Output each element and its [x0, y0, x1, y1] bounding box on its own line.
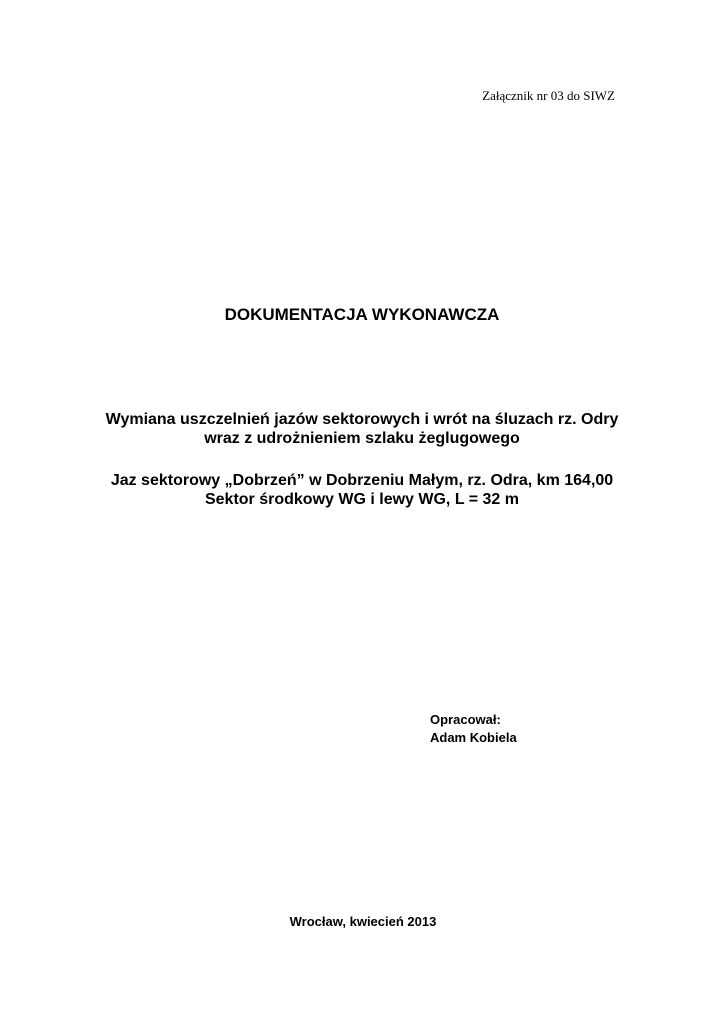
author-name: Adam Kobiela [430, 730, 517, 745]
object-line-2: Sektor środkowy WG i lewy WG, L = 32 m [204, 491, 519, 508]
subject-line-1: Wymiana uszczelnień jazów sektorowych i wrót na śluzach rz. Odry [105, 411, 619, 428]
annex-label: Załącznik nr 03 do SIWZ [482, 88, 615, 103]
place-date: Wrocław, kwiecień 2013 [289, 914, 437, 929]
author-label: Opracował: [430, 712, 501, 727]
object-block [0, 471, 724, 509]
object-line-1: Jaz sektorowy „Dobrzeń” w Dobrzeniu Małym, rz. Odra, km 164,00 [110, 472, 614, 489]
document-title: DOKUMENTACJA WYKONAWCZA [224, 305, 500, 324]
subject-block [0, 410, 724, 448]
author-block [430, 711, 517, 747]
subject-line-2: wraz z udrożnieniem szlaku żeglugowego [204, 430, 520, 447]
